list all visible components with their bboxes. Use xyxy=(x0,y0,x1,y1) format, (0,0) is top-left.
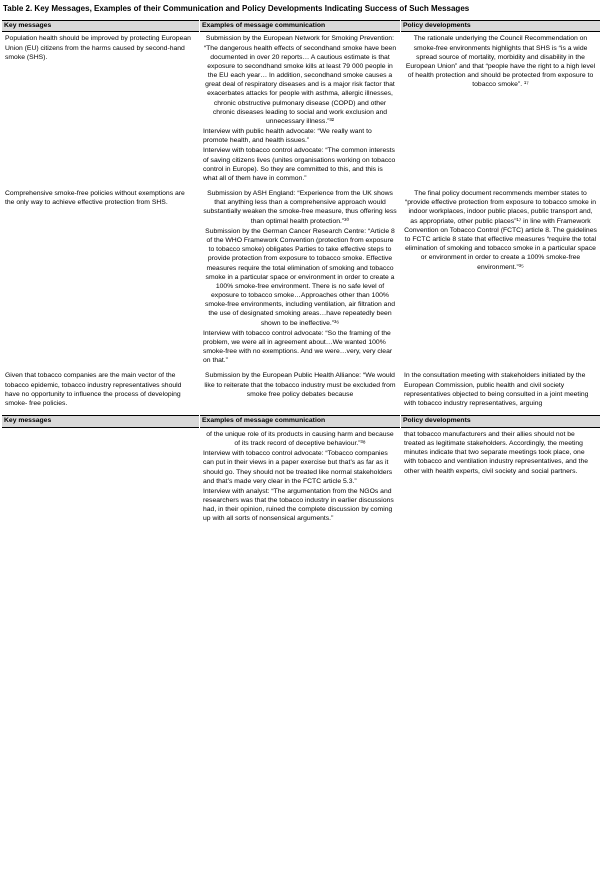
examples-cell xyxy=(200,187,400,369)
table-row xyxy=(2,187,598,369)
table-2-part-2 xyxy=(2,415,598,528)
example-paragraph: Interview with analyst: “The argumentation from the NGOs and researchers was that the tobacco industry in earlier discussions had, in their opinion, ruined the complete discussion by coming up with all sorts of nonsensical arguments.” xyxy=(203,487,394,523)
example-paragraph: Submission by the German Cancer Research Centre: “Article 8 of the WHO Framework Convention (protection from exposure to tobacco smoke) obligates Parties to take effective steps to provide protection from exposure to tobacco smoke. Effective measures require the total elimination of smoking and tobacco smoke in a particular space or environment in order to create a 100% smoke-free environment. There is no safe level of exposure to tobacco smoke…Approaches other than 100% smoke-free environments, including ventilation, air filtration and the use of designated smoking areas…have repeatedly been shown to be ineffective.”³⁶ xyxy=(204,227,396,327)
key-message-cell xyxy=(2,32,199,187)
policy-cell xyxy=(401,428,600,528)
policy-cell xyxy=(401,369,600,412)
example-paragraph: Submission by the European Network for Smoking Prevention: “The dangerous health effects of secondhand smoke have been documented in over 20 reports… A cautious estimate is that exposure to secondhand smoke kills at least 79 000 people in the EU each year… In addition, secondhand smoke causes a great deal of respiratory diseases and is a major risk factor that exacerbates attacks for people with asthma, allergic illnesses, chronic obstructive pulmonary disease (COPD) and other chronic diseases leading to social and work exclusion and unnecessary illness.”³² xyxy=(203,35,397,125)
policy-cell xyxy=(401,187,600,369)
key-message-text: Population health should be improved by protecting European Union (EU) citizens from the harms caused by second-hand smoke (SHS). xyxy=(5,35,191,61)
table-header-row xyxy=(2,415,598,428)
table-header-row xyxy=(2,20,598,33)
column-header-key-messages: Key messages xyxy=(2,20,199,33)
key-message-text: Given that tobacco companies are the main vector of the tobacco epidemic, tobacco industry representatives should have no opportunity to influence the process of developing smoke- free policies. xyxy=(5,372,182,407)
policy-paragraph: The final policy document recommends member states to “provide effective protection from exposure to tobacco smoke in indoor workplaces, indoor public places, public transport and, as appropriate, other public places”¹⁷ in line with Framework Convention on Tobacco Control (FCTC) article 8. The guidelines to FCTC article 8 state that effective measures “require the total elimination of smoking and tobacco smoke in a particular space or environment in order to create a 100% smoke-free environment.”³⁵ xyxy=(404,190,597,271)
table-row xyxy=(2,428,598,528)
key-message-cell xyxy=(2,428,199,528)
example-paragraph: Interview with tobacco control advocate: “Tobacco companies can put in their views in a paper exercise but that’s as far as it should go. They should not be treated like normal stakeholders and that’s made very clear in the FCTC article 5.3.” xyxy=(203,450,393,485)
table-2-part-1 xyxy=(2,20,598,413)
example-paragraph: Submission by the European Public Health Alliance: “We would like to reiterate that the tobacco industry must be excluded from smoke free policy debates because xyxy=(204,372,396,398)
key-message-text: Comprehensive smoke-free policies without exemptions are the only way to achieve effective protection from SHS. xyxy=(5,190,185,207)
table-row xyxy=(2,369,598,412)
table-title: Table 2. Key Messages, Examples of their Communication and Policy Developments Indicating Success of Such Messages xyxy=(3,4,470,13)
examples-cell xyxy=(200,369,400,412)
column-header-key-messages: Key messages xyxy=(2,415,199,428)
example-paragraph: Submission by ASH England: “Experience from the UK shows that anything less than a comprehensive approach would substantially weaken the smoke-free measure, thus offering less than optimal health protection.”³⁰ xyxy=(203,190,397,225)
column-header-policy: Policy developments xyxy=(401,415,600,428)
column-header-examples: Examples of message communication xyxy=(200,415,400,428)
examples-cell xyxy=(200,428,400,528)
example-paragraph: Interview with tobacco control advocate: “So the framing of the problem, we were all in agreement about…We wanted 100% smoke-free with no exemptions. And we were…very, very clear on that.” xyxy=(203,329,393,365)
column-header-examples: Examples of message communication xyxy=(200,20,400,33)
policy-paragraph: that tobacco manufacturers and their allies should not be treated as legitimate stakeholders. Accordingly, the meeting minutes indicate that two separate meetings took place, one with tobacco and ventilation industry representatives, and the other with health experts, civil society and social partners. xyxy=(404,430,589,475)
policy-paragraph: In the consultation meeting with stakeholders initiated by the European Commission, public health and civil society representatives objected to being consulted in a joint meeting with tobacco industry representatives, arguing xyxy=(404,372,589,407)
example-paragraph: Interview with tobacco control advocate: “The common interests of saving citizens lives (unites organisations working on tobacco control in Europe). So they are committed to this, and this is what all of them have in common.” xyxy=(203,147,396,182)
example-paragraph: of the unique role of its products in causing harm and because of its track record of deceptive behaviour.”³⁸ xyxy=(206,430,394,448)
policy-paragraph: The rationale underlying the Council Recommendation on smoke-free environments highlights that SHS is “is a wide spread source of mortality, morbidity and disability in the European Union” and that “people have the right to a high level of health protection and should be protected from exposure to tobacco smoke”. ¹⁷ xyxy=(405,35,596,89)
policy-cell xyxy=(401,32,600,187)
examples-cell xyxy=(200,32,400,187)
key-message-cell xyxy=(2,187,199,369)
key-message-cell xyxy=(2,369,199,412)
table-row xyxy=(2,32,598,187)
example-paragraph: Interview with public health advocate: “We really want to promote health, and health issues.” xyxy=(203,128,372,145)
column-header-policy: Policy developments xyxy=(401,20,600,33)
